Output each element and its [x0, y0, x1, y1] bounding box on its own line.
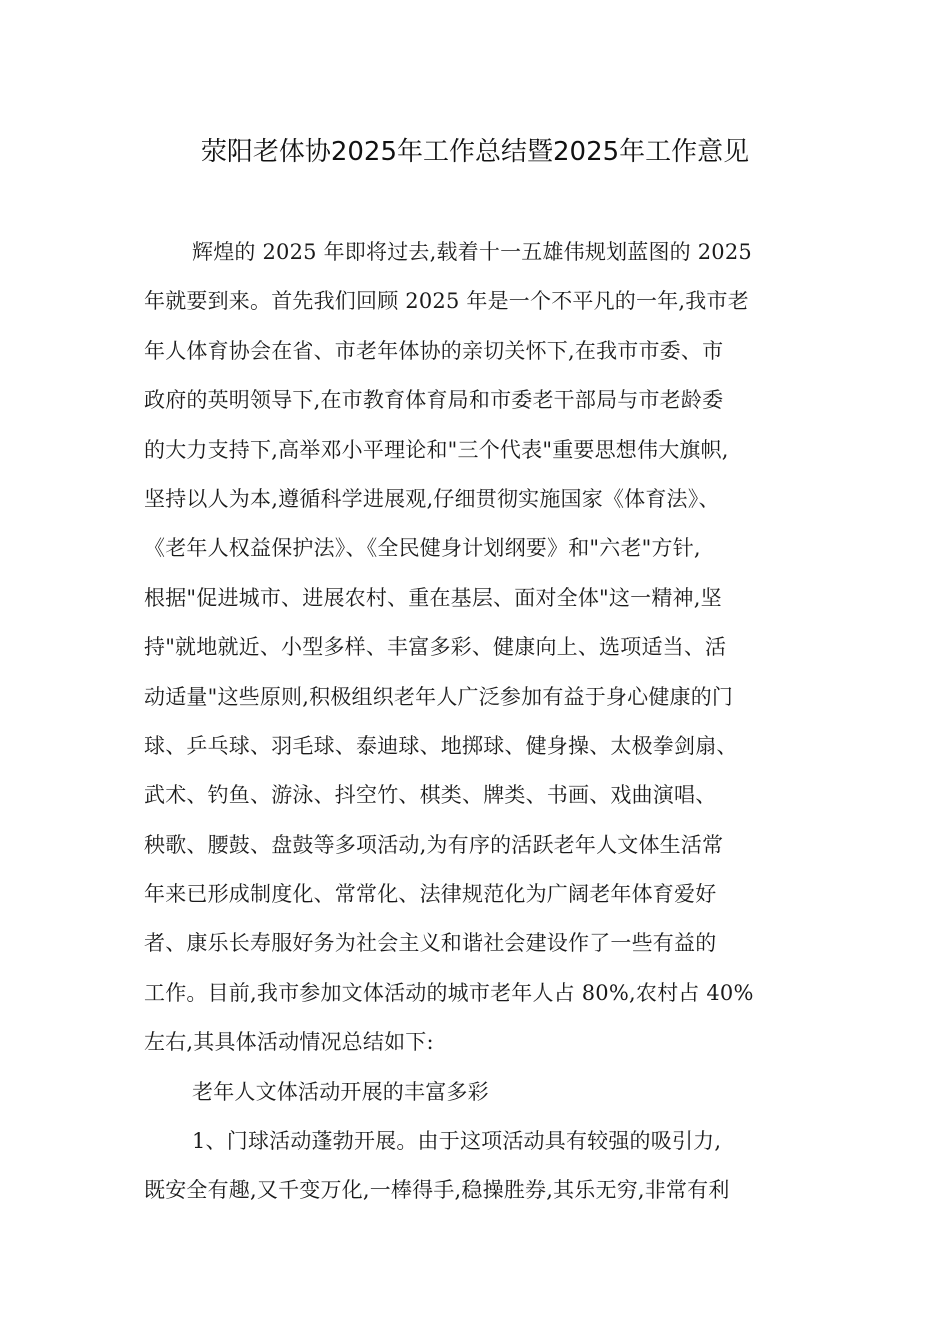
- paragraph-line: 动适量"这些原则,积极组织老年人广泛参加有益于身心健康的门: [144, 684, 734, 709]
- paragraph-line: 年来已形成制度化、常常化、法律规范化为广阔老年体育爱好: [144, 882, 717, 907]
- paragraph-line: 持"就地就近、小型多样、丰富多彩、健康向上、选项适当、活: [144, 635, 727, 660]
- section-heading: 老年人文体活动开展的丰富多彩: [192, 1079, 489, 1104]
- paragraph-line: 政府的英明领导下,在市教育体育局和市委老干部局与市老龄委: [144, 388, 724, 413]
- paragraph-line: 的大力支持下,高举邓小平理论和"三个代表"重要思想伟大旗帜,: [144, 437, 729, 462]
- paragraph-line: 年就要到来。首先我们回顾 2025 年是一个不平凡的一年,我市老: [144, 289, 749, 314]
- paragraph-line: 辉煌的 2025 年即将过去,载着十一五雄伟规划蓝图的 2025: [192, 240, 752, 264]
- document-title: 荥阳老体协2025年工作总结暨2025年工作意见: [200, 137, 750, 167]
- paragraph-line: 1、门球活动蓬勃开展。由于这项活动具有较强的吸引力,: [192, 1129, 722, 1154]
- document-body: [144, 228, 824, 1216]
- paragraph-line: 球、乒乓球、羽毛球、泰迪球、地掷球、健身操、太极拳剑扇、: [144, 733, 738, 758]
- paragraph-line: 者、康乐长寿服好务为社会主义和谐社会建设作了一些有益的: [144, 931, 717, 956]
- paragraph-line: 工作。目前,我市参加文体活动的城市老年人占 80%,农村占 40%: [144, 980, 754, 1005]
- paragraph-line: 年人体育协会在省、市老年体协的亲切关怀下,在我市市委、市: [144, 338, 724, 363]
- paragraph-line: 武术、钓鱼、游泳、抖空竹、棋类、牌类、书画、戏曲演唱、: [144, 783, 717, 808]
- paragraph-line: 既安全有趣,又千变万化,一棒得手,稳操胜券,其乐无穷,非常有利: [144, 1178, 730, 1203]
- paragraph-line: 坚持以人为本,遵循科学进展观,仔细贯彻实施国家《体育法》、: [144, 486, 720, 511]
- paragraph-line: 根据"促进城市、进展农村、重在基层、面对全体"这一精神,坚: [144, 585, 722, 610]
- paragraph-line: 秧歌、腰鼓、盘鼓等多项活动,为有序的活跃老年人文体生活常: [144, 832, 724, 857]
- paragraph-line: 《老年人权益保护法》、《全民健身计划纲要》和"六老"方针,: [144, 536, 701, 561]
- paragraph-line: 左右,其具体活动情况总结如下:: [144, 1030, 434, 1055]
